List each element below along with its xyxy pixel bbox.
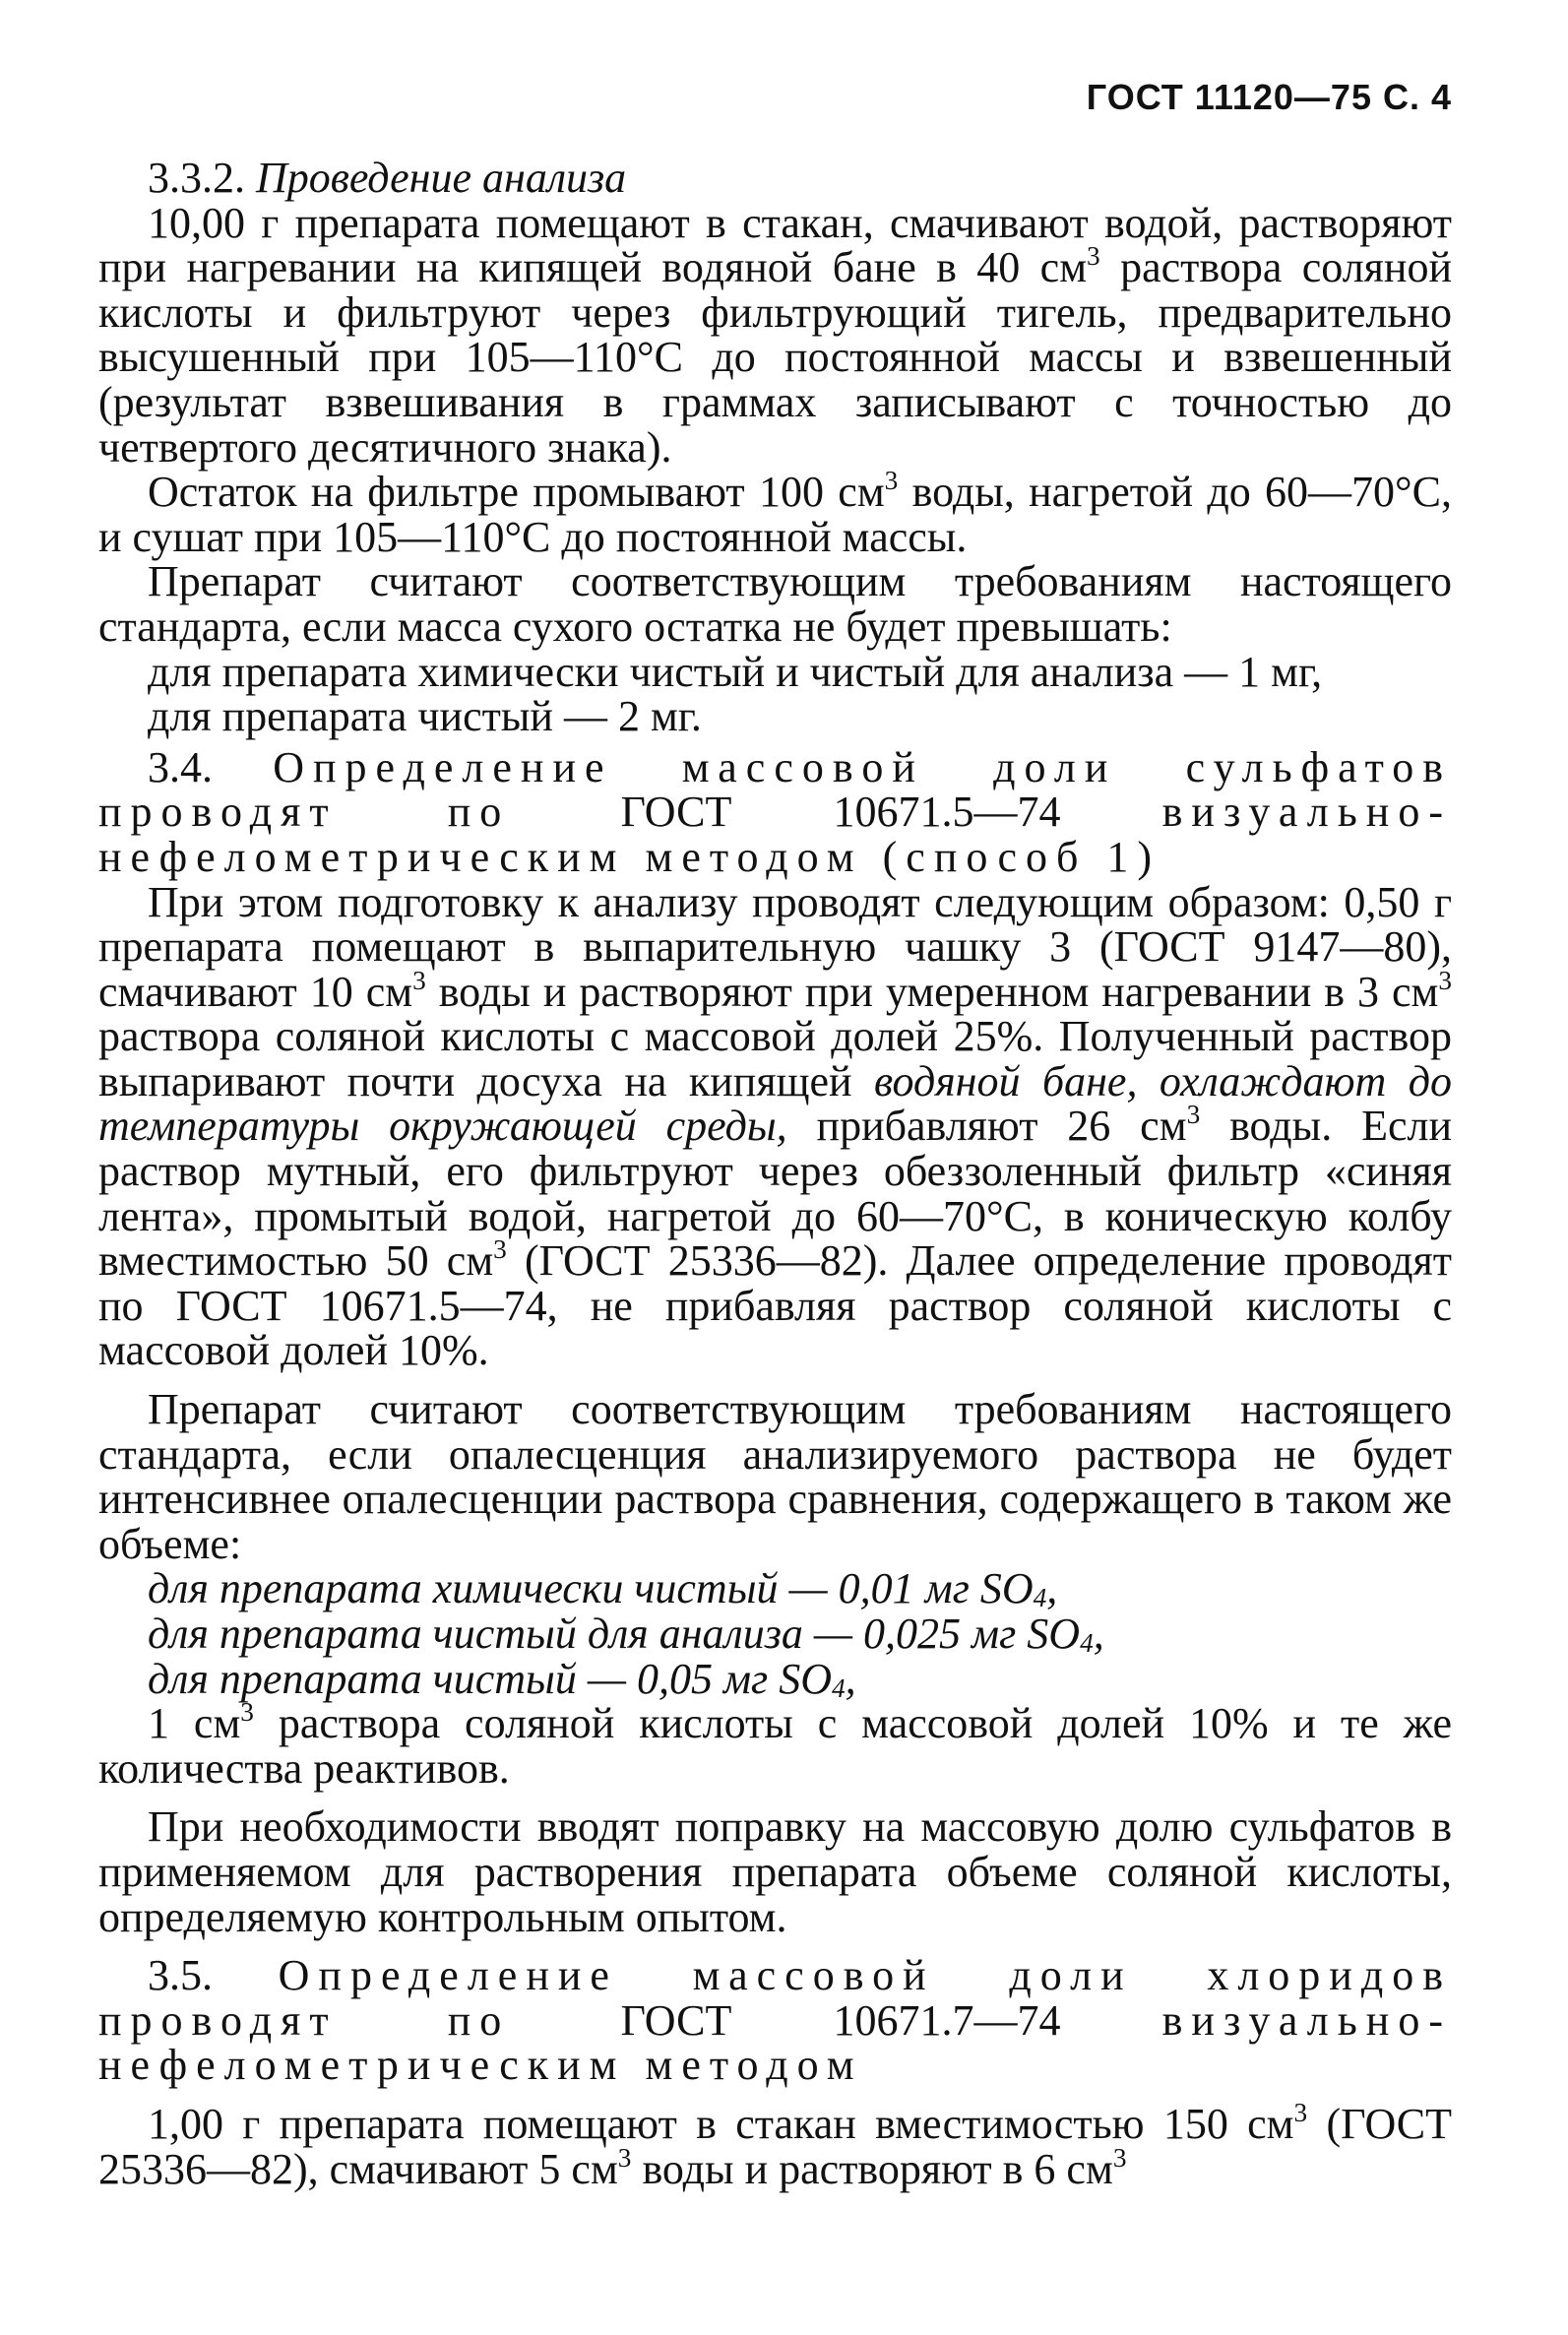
paragraph: Остаток на фильтре промывают 100 $см^3$ воды, нагретой до 60—70°С, и сушат при 105—110°С до постоянной массы. [98,466,1452,561]
section-3-3-2-heading [98,156,1452,201]
paragraph: При этом подготовку к анализу проводят следующим образом: 0,50 г препарата помещают в выпарительную чашку 3 (ГОСТ 9147—80), смачивают 10 $см^3$ воды и растворяют при умеренном нагревании в 3 $см^3$ раствора соляной кислоты с массовой долей 25%. Полученный раствор выпаривают почти досуха на кипящей водяной бане, охлаждают до температуры окружающей среды, прибавляют 26 $см^3$ воды. Если раствор мутный, его фильтруют через обеззоленный фильтр «синяя лента», промытый водой, нагретой до 60—70°С, в коническую колбу вместимостью 50 $см^3$ (ГОСТ 25336—82). Далее определение проводят по ГОСТ 10671.5—74, не прибавляя раствор соляной кислоты с массовой долей 10%. [98,877,1453,1375]
list-item: для препарата чистый — 2 мг. [148,692,702,741]
list-item: для препарата чистый для анализа — 0,025 мг $SO_4$, [148,1609,1104,1659]
section-title: Проведение анализа [256,154,627,202]
list-item: для препарата химически чистый — 0,01 мг $SO_4$, [148,1564,1058,1613]
paragraph: Препарат считают соответствующим требованиям настоящего стандарта, если опалесценция анализируемого раствора не будет интенсивнее опалесценции раствора сравнения, содержащего в таком же объеме: [98,1385,1452,1568]
paragraph: 1,00 г препарата помещают в стакан вместимостью 150 $см^3$ (ГОСТ 25336—82), смачивают 5 $см^3$ воды и растворяют в 6 $см^3$ [98,2098,1453,2193]
section-3-4-heading: 3.4. Определение массовой доли сульфатов проводят по ГОСТ 10671.5—74 визуально-нефелометрическим методом (способ 1) [98,742,1452,881]
document-body [98,156,1452,2191]
paragraph: 10,00 г препарата помещают в стакан, смачивают водой, растворяют при нагревании на кипящей водяной бане в 40 $см^3$ раствора соляной кислоты и фильтруют через фильтрующий тигель, предварительно высушенный при 105—110°С до постоянной массы и взвешенный (результат взвешивания в граммах записывают с точностью до четвертого десятичного знака). [98,198,1452,472]
page-header: ГОСТ 11120—75 С. 4 [1086,77,1452,117]
paragraph: 1 $см^3$ раствора соляной кислоты с массовой долей 10% и те же количества реактивов. [98,1697,1453,1793]
paragraph: Препарат считают соответствующим требованиям настоящего стандарта, если масса сухого остатка не будет превышать: [98,557,1452,651]
section-3-5-heading: 3.5. Определение массовой доли хлоридов проводят по ГОСТ 10671.7—74 визуально-нефелометрическим методом [98,1951,1452,2090]
list-item: для препарата химически чистый и чистый для анализа — 1 мг, [148,647,1323,696]
list-item: для препарата чистый — 0,05 мг $SO_4$, [148,1654,856,1703]
paragraph: При необходимости вводят поправку на массовую долю сульфатов в применяемом для растворения препарата объеме соляной кислоты, определяемую контрольным опытом. [98,1802,1452,1941]
section-number: 3.3.2. [148,154,256,202]
